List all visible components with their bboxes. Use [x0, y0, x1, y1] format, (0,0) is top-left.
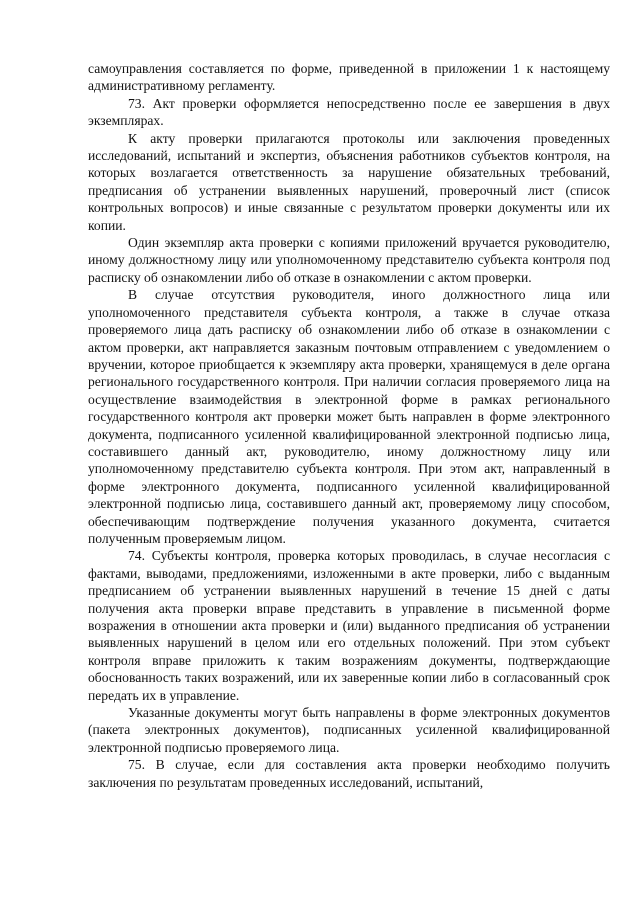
paragraph-8: 75. В случае, если для составления акта проверки необходимо получить заключения по результатам проведенных исследований, испытаний, [88, 757, 610, 790]
paragraph-7: Указанные документы могут быть направлены в форме электронных документов (пакета электронных документов), подписанных усиленной квалифицированной электронной подписью проверяемого лица. [88, 705, 610, 755]
paragraph-5: В случае отсутствия руководителя, иного должностного лица или уполномоченного представителя субъекта контроля, а также в случае отказа проверяемого лица дать расписку об ознакомлении либо об отказе в ознакомлении с актом проверки, акт направляется заказным почтовым отправлением с уведомлением о вручении, которое приобщается к экземпляру акта проверки, хранящемуся в деле органа регионального государственного контроля. При наличии согласия проверяемого лица на осуществление взаимодействия в электронной форме в рамках регионального государственного контроля акт проверки может быть направлен в форме электронного документа, подписанного усиленной квалифицированной электронной подписью лица, составившего данный акт, руководителю, иному должностному лицу или уполномоченному представителю субъекта контроля. При этом акт, направленный в форме электронного документа, подписанного усиленной квалифицированной электронной подписью лица, составившего данный акт, проверяемому лицу способом, обеспечивающим подтверждение получения указанного документа, считается полученным проверяемым лицом. [88, 287, 610, 546]
paragraph-4: Один экземпляр акта проверки с копиями приложений вручается руководителю, иному должностному лицу или уполномоченному представителю субъекта контроля под расписку об ознакомлении либо об отказе в ознакомлении с актом проверки. [88, 235, 610, 285]
document-page [88, 60, 610, 791]
paragraph-2: 73. Акт проверки оформляется непосредственно после ее завершения в двух экземплярах. [88, 95, 610, 129]
paragraph-3: К акту проверки прилагаются протоколы или заключения проведенных исследований, испытаний и экспертиз, объяснения работников субъектов контроля, на которых возлагается ответственность за нарушение обязательных требований, предписания об устранении выявленных нарушений, проверочный лист (список контрольных вопросов) и иные связанные с результатом проверки документы или их копии. [88, 130, 610, 233]
paragraph-6: 74. Субъекты контроля, проверка которых проводилась, в случае несогласия с фактами, выводами, предложениями, изложенными в акте проверки, либо с выданным предписанием об устранении выявленных нарушений в течение 15 дней с даты получения акта проверки вправе представить в управление в письменной форме возражения в отношении акта проверки и (или) выданного предписания об устранении выявленных нарушений в целом или его отдельных положений. При этом субъект контроля вправе приложить к таким возражениям документы, подтверждающие обоснованность таких возражений, или их заверенные копии либо в согласованный срок передать их в управление. [88, 548, 610, 703]
paragraph-1: самоуправления составляется по форме, приведенной в приложении 1 к настоящему административному регламенту. [88, 61, 610, 94]
